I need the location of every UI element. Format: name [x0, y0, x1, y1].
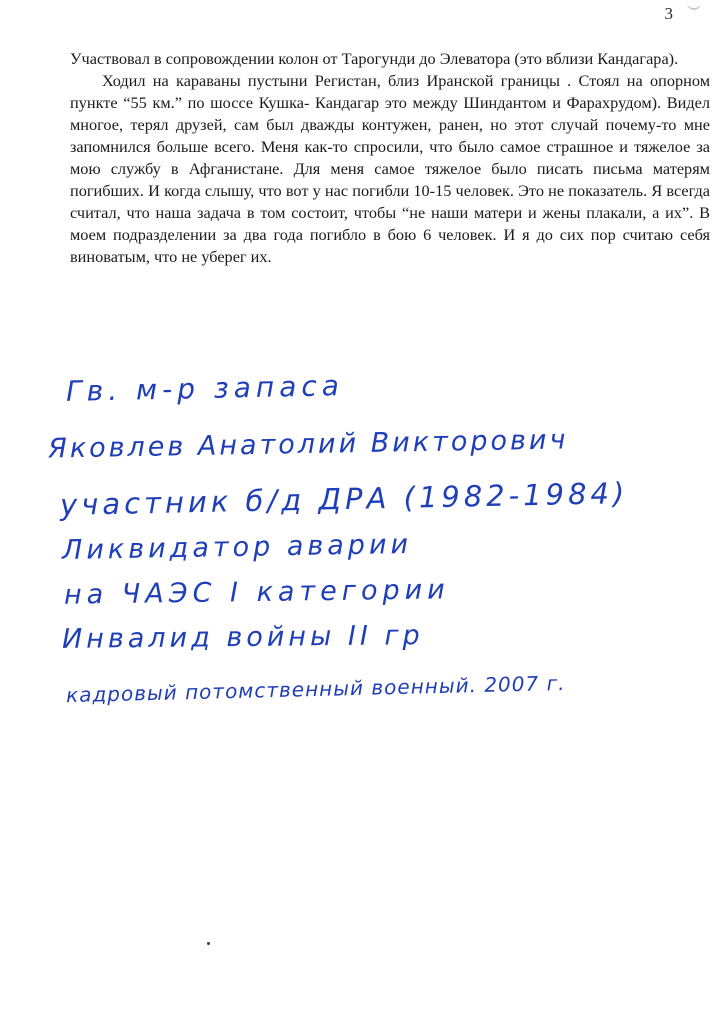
signature-line-career: кадровый потомственный военный. 2007 г. [65, 670, 566, 708]
signature-line-veteran: участник б/д ДРА (1982-1984) [59, 476, 629, 522]
signature-line-name: Яковлев Анатолий Викторович [47, 424, 569, 465]
paragraph-2: Ходил на караваны пустыни Регистан, близ Иранской границы . Стоял на опорном пункте “55 км.” по шоссе Кушка- Кандагар это между Шиндантом и Фарахрудом). Видел многое, терял друзей, сам был дважды контужен, ранен, но этот случай почему-то мне запомнился больше всего. Меня как-то спросили, что было самое страшное и тяжелое за мою службу в Афганистане. Для меня самое тяжелое было писать письма матерям погибших. И когда слышу, что вот у нас погибли 10-15 человек. Это не показатель. Я всегда считал, что наша задача в том состоит, чтобы “не наши матери и жены плакали, а их”. В моем подразделении за два года погибло в бою 6 человек. И я до сих пор считаю себя виноватым, что не уберег их. [70, 71, 710, 266]
page-number: 3 [664, 4, 673, 23]
letter-body [70, 48, 710, 268]
paragraph-1: Участвовал в сопровождении колон от Тарогунди до Элеватора (это вблизи Кандагара). [70, 49, 679, 68]
signature-line-chernobyl: на ЧАЭС I категории [63, 574, 450, 611]
signature-line-liquidator: Ликвидатор аварии [61, 528, 413, 567]
signature-line-rank: Гв. м-р запаса [65, 369, 345, 408]
scan-speck [207, 942, 210, 945]
signature-line-disability: Инвалид войны II гр [61, 620, 424, 655]
scan-artifact [687, 0, 701, 10]
